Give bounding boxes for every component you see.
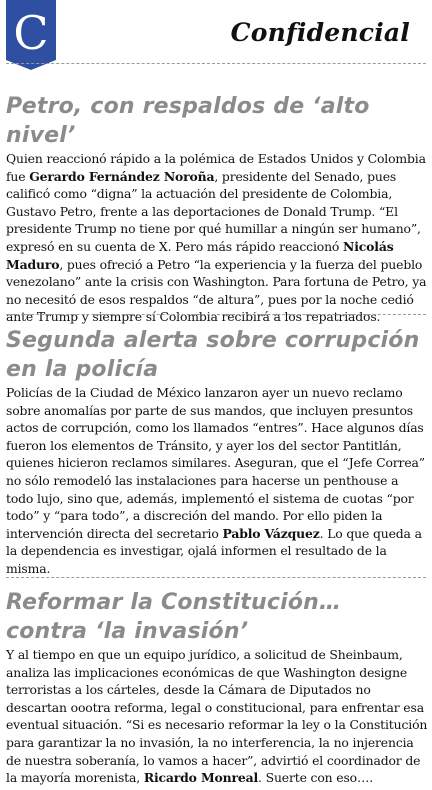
bold-name: Ricardo Monreal xyxy=(143,770,259,786)
story-headline: Petro, con respaldos de ‘alto nivel’ xyxy=(6,94,370,148)
text-run: , presidente del Senado, pues calificó como “digna” la actuación del presidente de Colombia, Gustavo Petro, frente a las deportaciones de Donald Trump. “El presidente Trump no tiene por qué humillar a ningún ser humano”, expresó en su cuenta de X. Pero más rápido reaccionó xyxy=(6,168,421,254)
story-constitucion xyxy=(6,588,428,787)
story-divider xyxy=(6,577,426,578)
story-headline: Reformar la Constitución… contra ‘la invasión’ xyxy=(6,590,342,644)
bold-name: Nicolás Maduro xyxy=(6,238,394,272)
text-run: Quien reaccionó rápido a la polémica de Estados Unidos y Colombia fue xyxy=(6,151,426,184)
logo-c-icon xyxy=(6,0,56,70)
story-divider xyxy=(6,314,426,315)
bold-name: Gerardo Fernández Noroña xyxy=(29,168,215,184)
text-run: Y al tiempo en que un equipo jurídico, a solicitud de Sheinbaum, analiza las implicaciones económicas de que Washington designe terroristas a los cárteles, desde la Cámara de Diputados no descartan oootra reforma, legal o constitucional, para enfrentar esa eventual situación. “Si es necesario reformar la ley o la Constitución para garantizar la no invasión, la no interferencia, la no injerencia de nuestra soberanía, lo vamos a hacer”, advirtió el coordinador de la mayoría morenista, xyxy=(6,647,428,786)
logo-letter: C xyxy=(13,6,49,60)
story-petro xyxy=(6,92,428,326)
story-body xyxy=(6,150,428,326)
story-body xyxy=(6,646,428,787)
story-policia xyxy=(6,326,428,578)
section-title: Confidencial xyxy=(230,18,410,47)
story-headline: Segunda alerta sobre corrupción en la policía xyxy=(6,328,420,382)
header-divider xyxy=(6,63,426,64)
text-run: , pues ofreció a Petro “la experiencia y la fuerza del pueblo venezolano” ante la crisis con Washington. Para fortuna de Petro, ya no necesitó de esos respaldos “de altura”, pues por la noche cedió ante Trump y siempre sí Colombia recibirá a los repatriados. xyxy=(6,256,427,325)
masthead xyxy=(0,0,432,70)
bold-name: Pablo Vázquez xyxy=(222,525,320,541)
text-run: . Suerte con eso…. xyxy=(258,770,373,786)
text-run: Policías de la Ciudad de México lanzaron ayer un nuevo reclamo sobre anomalías por parte de sus mandos, que incluyen presuntos actos de corrupción, como los llamados “entres”. Hace algunos días fueron los elementos de Tránsito, y ayer los del sector Pantitlán, quienes hicieron reclamos similares. Aseguran, que el “Jefe Correa” no sólo remodeló las instalaciones para hacerse un penthouse a todo lujo, sino que, además, implementó el sistema de cuotas “por todo” y “para todo”, a discreción del mando. Por ello piden la intervención directa del secretario xyxy=(6,385,425,541)
story-body xyxy=(6,384,428,578)
text-run: . Lo que queda a la dependencia es investigar, ojalá informen el resultado de la misma. xyxy=(6,525,422,576)
